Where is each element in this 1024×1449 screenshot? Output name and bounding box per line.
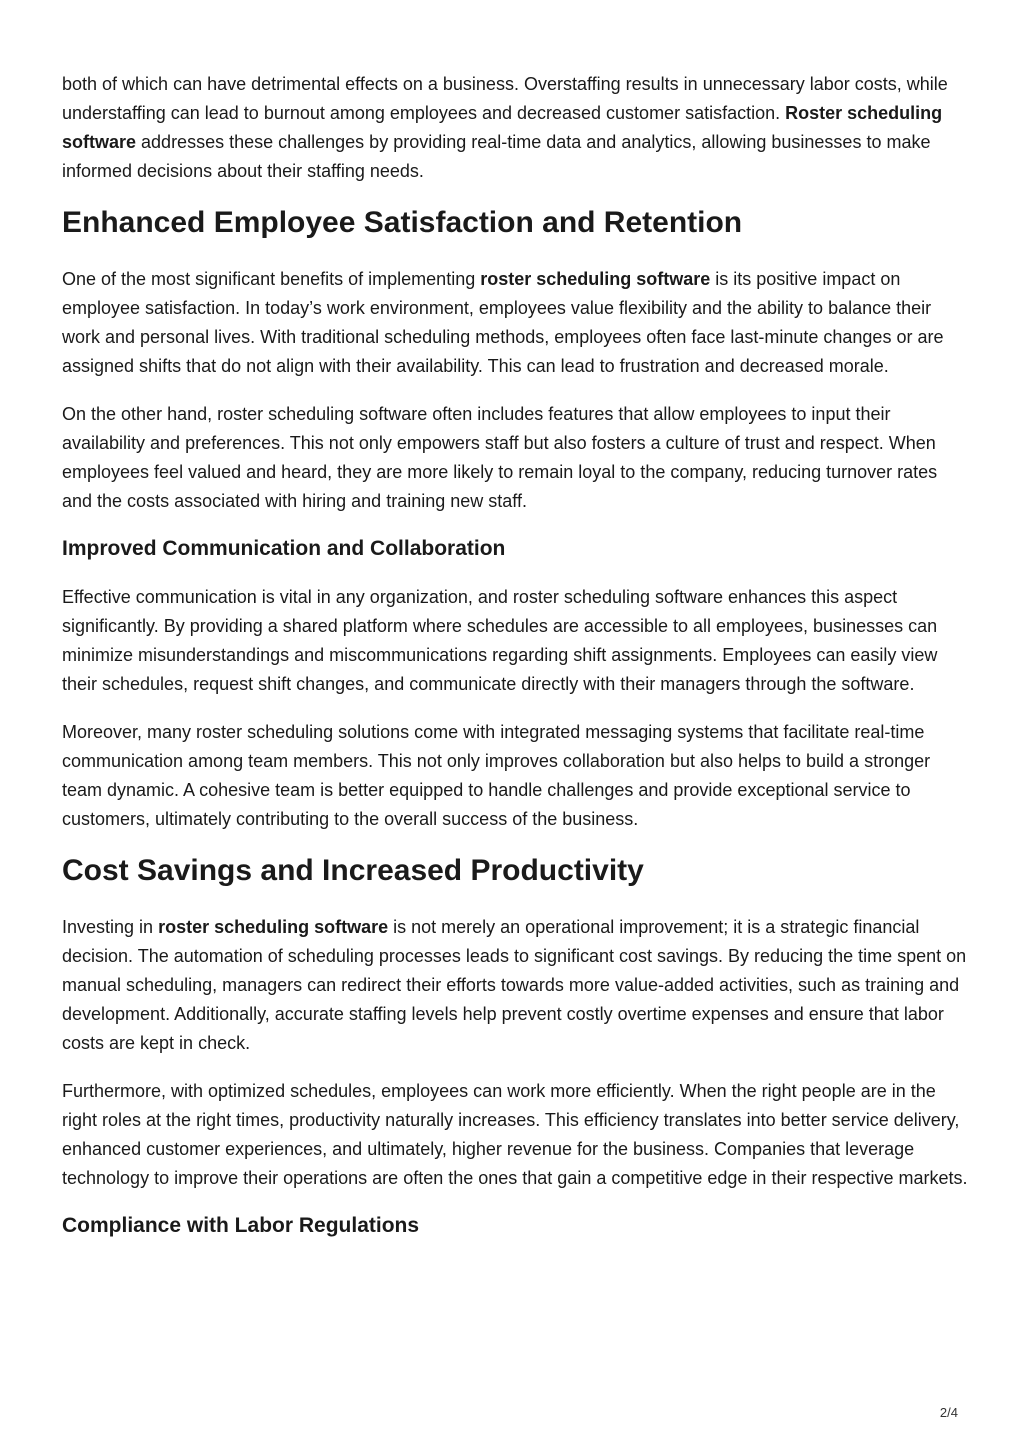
- employee-paragraph-2: On the other hand, roster scheduling software often includes features that allow employees to input their availability and preferences. This not only empowers staff but also fosters a culture of trust and respect. When employees feel valued and heard, they are more likely to remain loyal to the company, reducing turnover rates and the costs associated with hiring and training new staff.: [62, 404, 938, 511]
- intro-text-end: addresses these challenges by providing real-time data and analytics, allowing businesses to make informed decisions about their staffing needs.: [62, 132, 931, 181]
- heading-communication: Improved Communication and Collaboration: [62, 537, 506, 560]
- cost-paragraph-1: [62, 913, 968, 1058]
- employee-paragraph-1: [62, 265, 968, 381]
- intro-paragraph: [62, 70, 968, 186]
- communication-paragraph-1: Effective communication is vital in any organization, and roster scheduling software enhances this aspect significantly. By providing a shared platform where schedules are accessible to all employees, businesses can minimize misunderstandings and miscommunications regarding shift assignments. Employees can easily view their schedules, request shift changes, and communicate directly with their managers through the software.: [62, 587, 938, 694]
- cost-p1-bold-term: roster scheduling software: [158, 917, 389, 937]
- communication-paragraph-2: Moreover, many roster scheduling solutions come with integrated messaging systems that facilitate real-time communication among team members. This not only improves collaboration but also helps to build a stronger team dynamic. A cohesive team is better equipped to handle challenges and provide exceptional service to customers, ultimately contributing to the overall success of the business.: [62, 722, 931, 829]
- heading-employee-satisfaction: Enhanced Employee Satisfaction and Retention: [62, 206, 743, 239]
- document-page: [62, 70, 968, 1260]
- employee-p1-text-start: One of the most significant benefits of implementing: [62, 269, 481, 289]
- cost-p1-text-end: is not merely an operational improvement; it is a strategic financial decision. The automation of scheduling processes leads to significant cost savings. By reducing the time spent on manual scheduling, managers can redirect their efforts towards more value-added activities, such as training and development. Additionally, accurate staffing levels help prevent costly overtime expenses and ensure that labor costs are kept in check.: [62, 917, 967, 1053]
- cost-paragraph-2: Furthermore, with optimized schedules, employees can work more efficiently. When the right people are in the right roles at the right times, productivity naturally increases. This efficiency translates into better service delivery, enhanced customer experiences, and ultimately, higher revenue for the business. Companies that leverage technology to improve their operations are often the ones that gain a competitive edge in their respective markets.: [62, 1081, 968, 1188]
- employee-p1-bold-term: roster scheduling software: [480, 269, 711, 289]
- heading-compliance: Compliance with Labor Regulations: [62, 1214, 420, 1237]
- intro-text-start: both of which can have detrimental effects on a business. Overstaffing results in unnecessary labor costs, while understaffing can lead to burnout among employees and decreased customer satisfaction.: [62, 74, 948, 123]
- cost-p1-text-start: Investing in: [62, 917, 159, 937]
- heading-cost-savings: Cost Savings and Increased Productivity: [62, 854, 644, 887]
- intro-bold-term: Roster scheduling software: [62, 103, 943, 152]
- employee-p1-text-end: is its positive impact on employee satisfaction. In today’s work environment, employees value flexibility and the ability to balance their work and personal lives. With traditional scheduling methods, employees often face last-minute changes or are assigned shifts that do not align with their availability. This can lead to frustration and decreased morale.: [62, 269, 944, 376]
- page-number: 2/4: [939, 1405, 958, 1420]
